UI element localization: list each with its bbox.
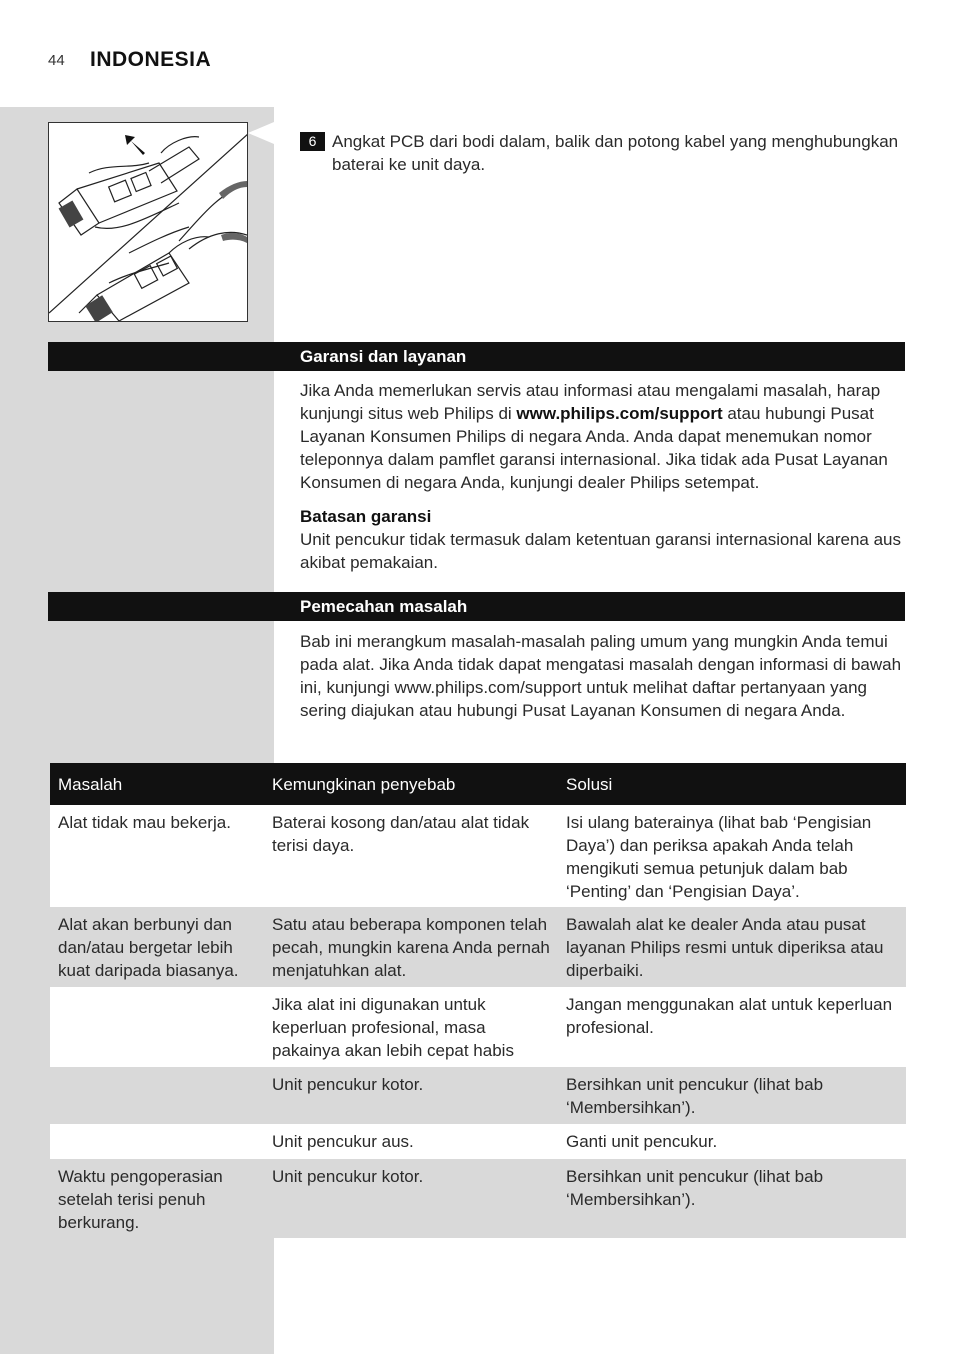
cell-cause: Unit pencukur aus. (272, 1132, 414, 1151)
table-row (50, 1124, 906, 1159)
cell-problem (50, 1067, 264, 1124)
cell-solution: Bawalah alat ke dealer Anda atau pusat layanan Philips resmi untuk diperiksa atau diperbaiki. (566, 915, 884, 980)
header-solusi: Solusi (566, 774, 613, 794)
table-row (50, 1159, 906, 1238)
table-row (50, 987, 906, 1067)
table-row (50, 907, 906, 987)
cell-problem (50, 987, 264, 1067)
illustration-pointer (248, 122, 274, 144)
cell-solution: Jangan menggunakan alat untuk keperluan profesional. (566, 995, 893, 1037)
batasan-garansi-heading: Batasan garansi (300, 507, 432, 526)
page-number: 44 (48, 52, 65, 69)
cell-cause: Unit pencukur kotor. (272, 1167, 424, 1186)
garansi-paragraph (300, 379, 903, 494)
table-row (50, 805, 906, 907)
cell-solution: Isi ulang baterainya (lihat bab ‘Pengisian Daya’) dan periksa apakah Anda telah mengikuti semua petunjuk dalam bab ‘Penting’ dan ‘Pengisian Daya’. (566, 813, 872, 901)
header-penyebab: Kemungkinan penyebab (272, 774, 456, 794)
cell-cause: Satu atau beberapa komponen telah pecah, mungkin karena Anda pernah menjatuhkan alat. (272, 915, 550, 980)
shaver-disassembly-drawing (49, 123, 248, 322)
table-header (50, 763, 906, 805)
cell-solution: Bersihkan unit pencukur (lihat bab ‘Membersihkan’). (566, 1075, 824, 1117)
step-6-text: Angkat PCB dari bodi dalam, balik dan potong kabel yang menghubungkan baterai ke unit daya. (332, 132, 899, 174)
garansi-text-end: atau hubungi Pusat Layanan Konsumen Philips di negara Anda. Anda dapat menemukan nomor teleponnya dalam pamflet garansi internasional. Jika tidak ada Pusat Layanan Konsumen di negara Anda, kunjungi dealer Philips setempat. (300, 404, 888, 492)
section-heading-pemecahan: Pemecahan masalah (48, 592, 905, 621)
step-6 (300, 130, 900, 176)
header-masalah: Masalah (58, 774, 123, 794)
cell-problem: Waktu pengoperasian setelah terisi penuh berkurang. (58, 1167, 223, 1232)
troubleshooting-table (50, 763, 906, 1238)
pcb-cutting-illustration (48, 122, 248, 322)
section-heading-garansi: Garansi dan layanan (48, 342, 905, 371)
batasan-garansi-block (300, 505, 903, 574)
cell-problem: Alat akan berbunyi dan dan/atau bergetar lebih kuat daripada biasanya. (58, 915, 239, 980)
cell-problem: Alat tidak mau bekerja. (58, 813, 231, 832)
support-url: www.philips.com/support (516, 404, 723, 423)
pemecahan-paragraph: Bab ini merangkum masalah-masalah paling umum yang mungkin Anda temui pada alat. Jika Anda tidak dapat mengatasi masalah dengan informasi di bawah ini, kunjungi www.philips.com/support untuk melihat daftar pertanyaan yang sering diajukan atau hubungi Pusat Layanan Konsumen di negara Anda. (300, 632, 902, 720)
table-row (50, 1067, 906, 1124)
cell-cause: Baterai kosong dan/atau alat tidak terisi daya. (272, 813, 530, 855)
page-language-heading: INDONESIA (90, 48, 212, 71)
cell-solution: Bersihkan unit pencukur (lihat bab ‘Membersihkan’). (566, 1167, 824, 1209)
cell-cause: Jika alat ini digunakan untuk keperluan profesional, masa pakainya akan lebih cepat habis (272, 995, 514, 1060)
batasan-garansi-text: Unit pencukur tidak termasuk dalam ketentuan garansi internasional karena aus akibat pemakaian. (300, 530, 902, 572)
cell-problem (50, 1124, 264, 1159)
cell-solution: Ganti unit pencukur. (566, 1132, 718, 1151)
garansi-text-start: Jika Anda memerlukan servis atau informasi atau mengalami masalah, harap kunjungi situs web Philips di (300, 381, 881, 423)
step-number-badge: 6 (300, 132, 325, 151)
cell-cause: Unit pencukur kotor. (272, 1075, 424, 1094)
